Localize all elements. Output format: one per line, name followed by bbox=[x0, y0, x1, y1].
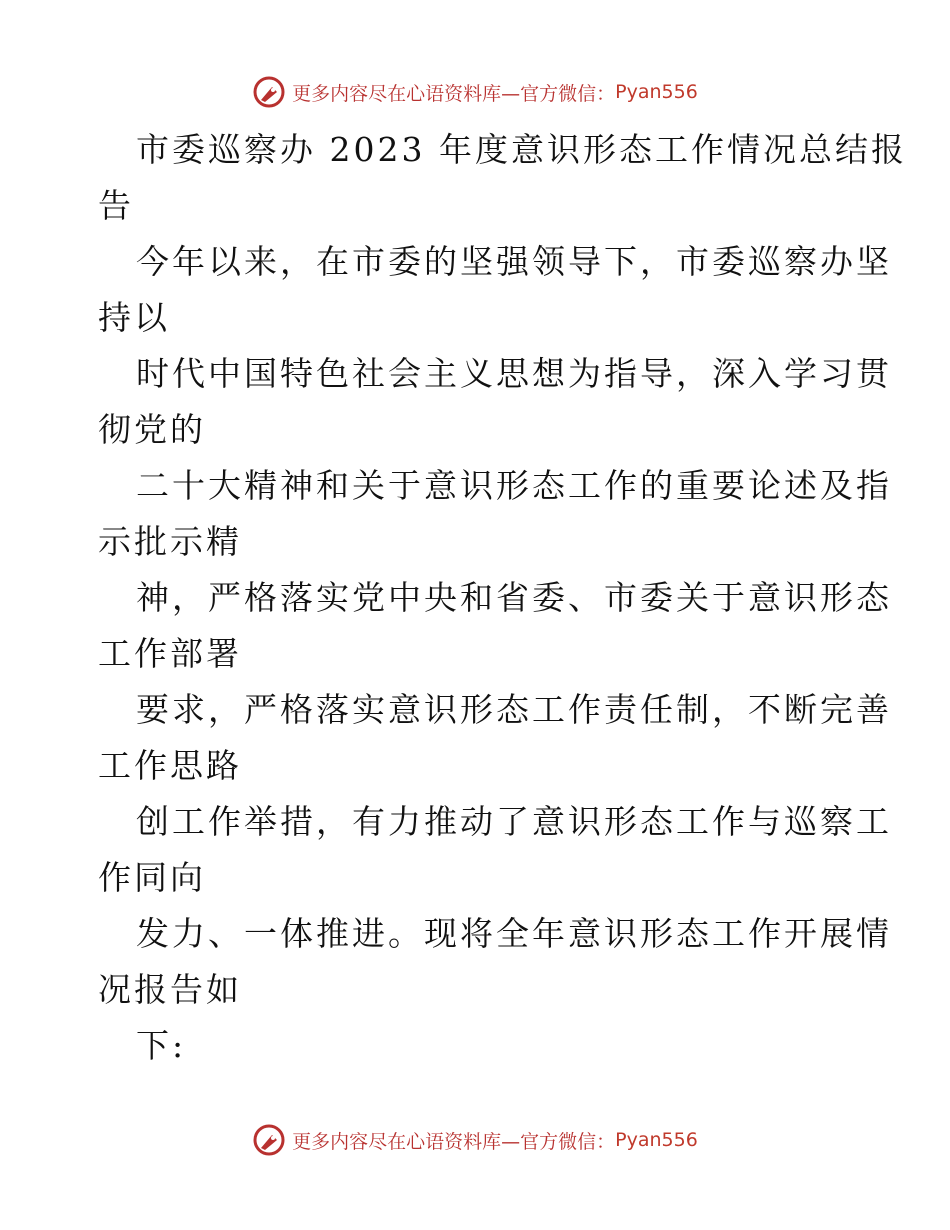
paragraph-line bbox=[98, 906, 892, 1018]
paragraph-line bbox=[98, 794, 892, 906]
line-text: 时代中国特色社会主义思想为指导，深入学习贯 bbox=[136, 354, 892, 393]
line-text: 创工作举措，有力推动了意识形态工作与巡察工 bbox=[136, 802, 892, 841]
paragraph-line bbox=[98, 346, 892, 458]
header-watermark bbox=[0, 72, 950, 112]
document-body bbox=[98, 122, 907, 1074]
line-continuation: 持以 bbox=[98, 298, 170, 337]
line-text: 今年以来，在市委的坚强领导下，市委巡察办坚 bbox=[136, 242, 892, 281]
paragraph-line bbox=[98, 1018, 858, 1074]
line-continuation: 作同向 bbox=[98, 858, 206, 897]
line-continuation: 况报告如 bbox=[98, 970, 242, 1009]
watermark-contact: Pyan556 bbox=[615, 1129, 698, 1151]
line-continuation: 示批示精 bbox=[98, 522, 242, 561]
line-text: 发力、一体推进。现将全年意识形态工作开展情 bbox=[136, 914, 892, 953]
line-text: 下: bbox=[136, 1026, 187, 1065]
footer-watermark bbox=[0, 1120, 950, 1160]
line-continuation: 工作思路 bbox=[98, 746, 242, 785]
pen-nib-logo-icon bbox=[252, 75, 286, 109]
paragraph-line bbox=[98, 458, 892, 570]
line-text: 要求，严格落实意识形态工作责任制，不断完善 bbox=[136, 690, 892, 729]
watermark-contact: Pyan556 bbox=[615, 81, 698, 103]
line-text: 二十大精神和关于意识形态工作的重要论述及指 bbox=[136, 466, 892, 505]
watermark-text: 更多内容尽在心语资料库—官方微信： bbox=[292, 82, 616, 105]
line-text: 市委巡察办 2023 年度意识形态工作情况总结报 bbox=[136, 130, 907, 169]
paragraph-line bbox=[98, 122, 907, 234]
watermark-text: 更多内容尽在心语资料库—官方微信： bbox=[292, 1130, 616, 1153]
line-continuation: 工作部署 bbox=[98, 634, 242, 673]
line-text: 神，严格落实党中央和省委、市委关于意识形态 bbox=[136, 578, 892, 617]
line-continuation: 告 bbox=[98, 186, 134, 225]
paragraph-line bbox=[98, 682, 892, 794]
paragraph-line bbox=[98, 570, 892, 682]
pen-nib-logo-icon bbox=[252, 1123, 286, 1157]
paragraph-line bbox=[98, 234, 892, 346]
line-continuation: 彻党的 bbox=[98, 410, 206, 449]
